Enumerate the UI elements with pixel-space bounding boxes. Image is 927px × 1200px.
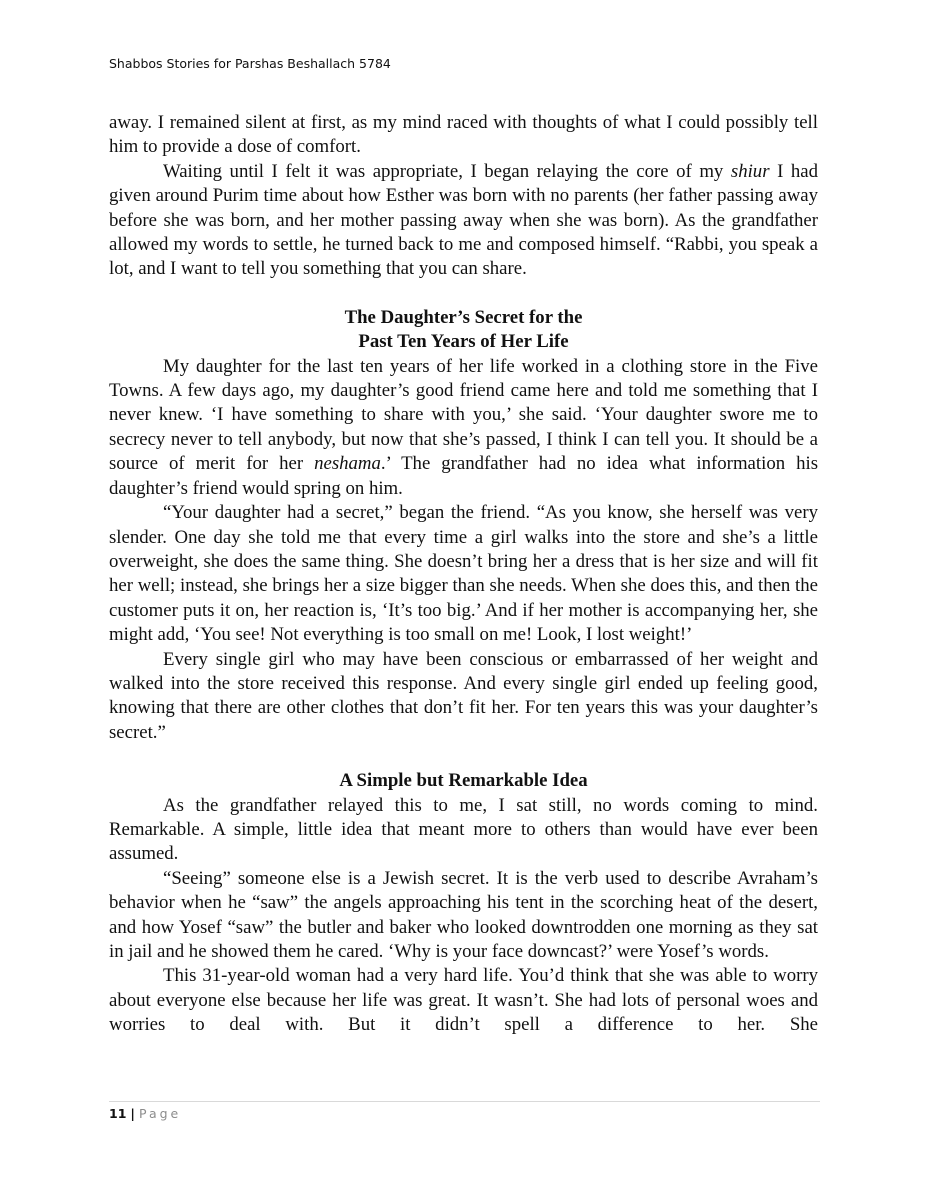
section-heading: A Simple but Remarkable Idea — [339, 770, 588, 792]
paragraph: Every single girl who may have been conscious or embarrassed of her weight and walked into the store received this response. And every single girl ended up feeling good, knowing that there are other clothes that don’t fit her. For ten years this was your daughter’s secret.” — [109, 648, 818, 743]
page-number: 11 — [109, 1106, 127, 1121]
paragraph: “Your daughter had a secret,” began the friend. “As you know, she herself was very slender. One day she told me that every time a girl walks into the store and she’s a little overweight, she does the same thing. She doesn’t bring her a dress that is her size and will fit her well; instead, she brings her a size bigger than she needs. When she does this, and then the customer puts it on, her reaction is, ‘It’s too big.’ And if her mother is accompanying her, she might add, ‘You see! Not everything is too small on me! Look, I lost weight!’ — [109, 502, 818, 646]
page-label: Page — [138, 1106, 182, 1121]
footer-separator: | — [130, 1106, 135, 1121]
paragraph: My daughter for the last ten years of her life worked in a clothing store in the Five Towns. A few days ago, my daughter’s good friend came here and told me something that I never knew. ‘I have something to share with you,’ she said. ‘Your daughter swore me to secrecy never to tell anybody, but now that she’s passed, I think I can tell you. It should be a source of merit for her neshama.’ The grandfather had no idea what information his daughter’s friend would spring on him. — [109, 355, 819, 499]
italic-term: neshama — [314, 453, 381, 475]
section-heading — [109, 306, 818, 355]
footer-divider — [109, 1101, 820, 1102]
running-header: Shabbos Stories for Parshas Beshallach 5784 — [109, 56, 391, 71]
page-body — [109, 111, 818, 1038]
section-heading-line: The Daughter’s Secret for the — [344, 306, 583, 328]
paragraph: “Seeing” someone else is a Jewish secret. It is the verb used to describe Avraham’s behavior when he “saw” the angels approaching his tent in the scorching heat of the desert, and how Yosef “saw” the butler and baker who looked downtrodden one morning as they sat in jail and he showed them he cared. ‘Why is your face downcast?’ were Yosef’s words. — [109, 867, 818, 962]
section-heading-line: Past Ten Years of Her Life — [358, 331, 569, 353]
paragraph: Waiting until I felt it was appropriate, I began relaying the core of my shiur I had given around Purim time about how Esther was born with no parents (her father passing away before she was born, and her mother passing away when she was born). As the grandfather allowed my words to settle, he turned back to me and composed himself. “Rabbi, you speak a lot, and I want to tell you something that you can share. — [109, 160, 818, 280]
paragraph: As the grandfather relayed this to me, I sat still, no words coming to mind. Remarkable. A simple, little idea that meant more to others than would have ever been assumed. — [109, 794, 818, 865]
paragraph: away. I remained silent at first, as my mind raced with thoughts of what I could possibly tell him to provide a dose of comfort. — [109, 112, 818, 158]
paragraph: This 31-year-old woman had a very hard life. You’d think that she was able to worry about everyone else because her life was great. It wasn’t. She had lots of personal woes and worries to deal with. But it didn’t spell a difference to her. She — [109, 965, 818, 1036]
page-footer — [109, 1106, 181, 1121]
italic-term: shiur — [730, 160, 770, 182]
